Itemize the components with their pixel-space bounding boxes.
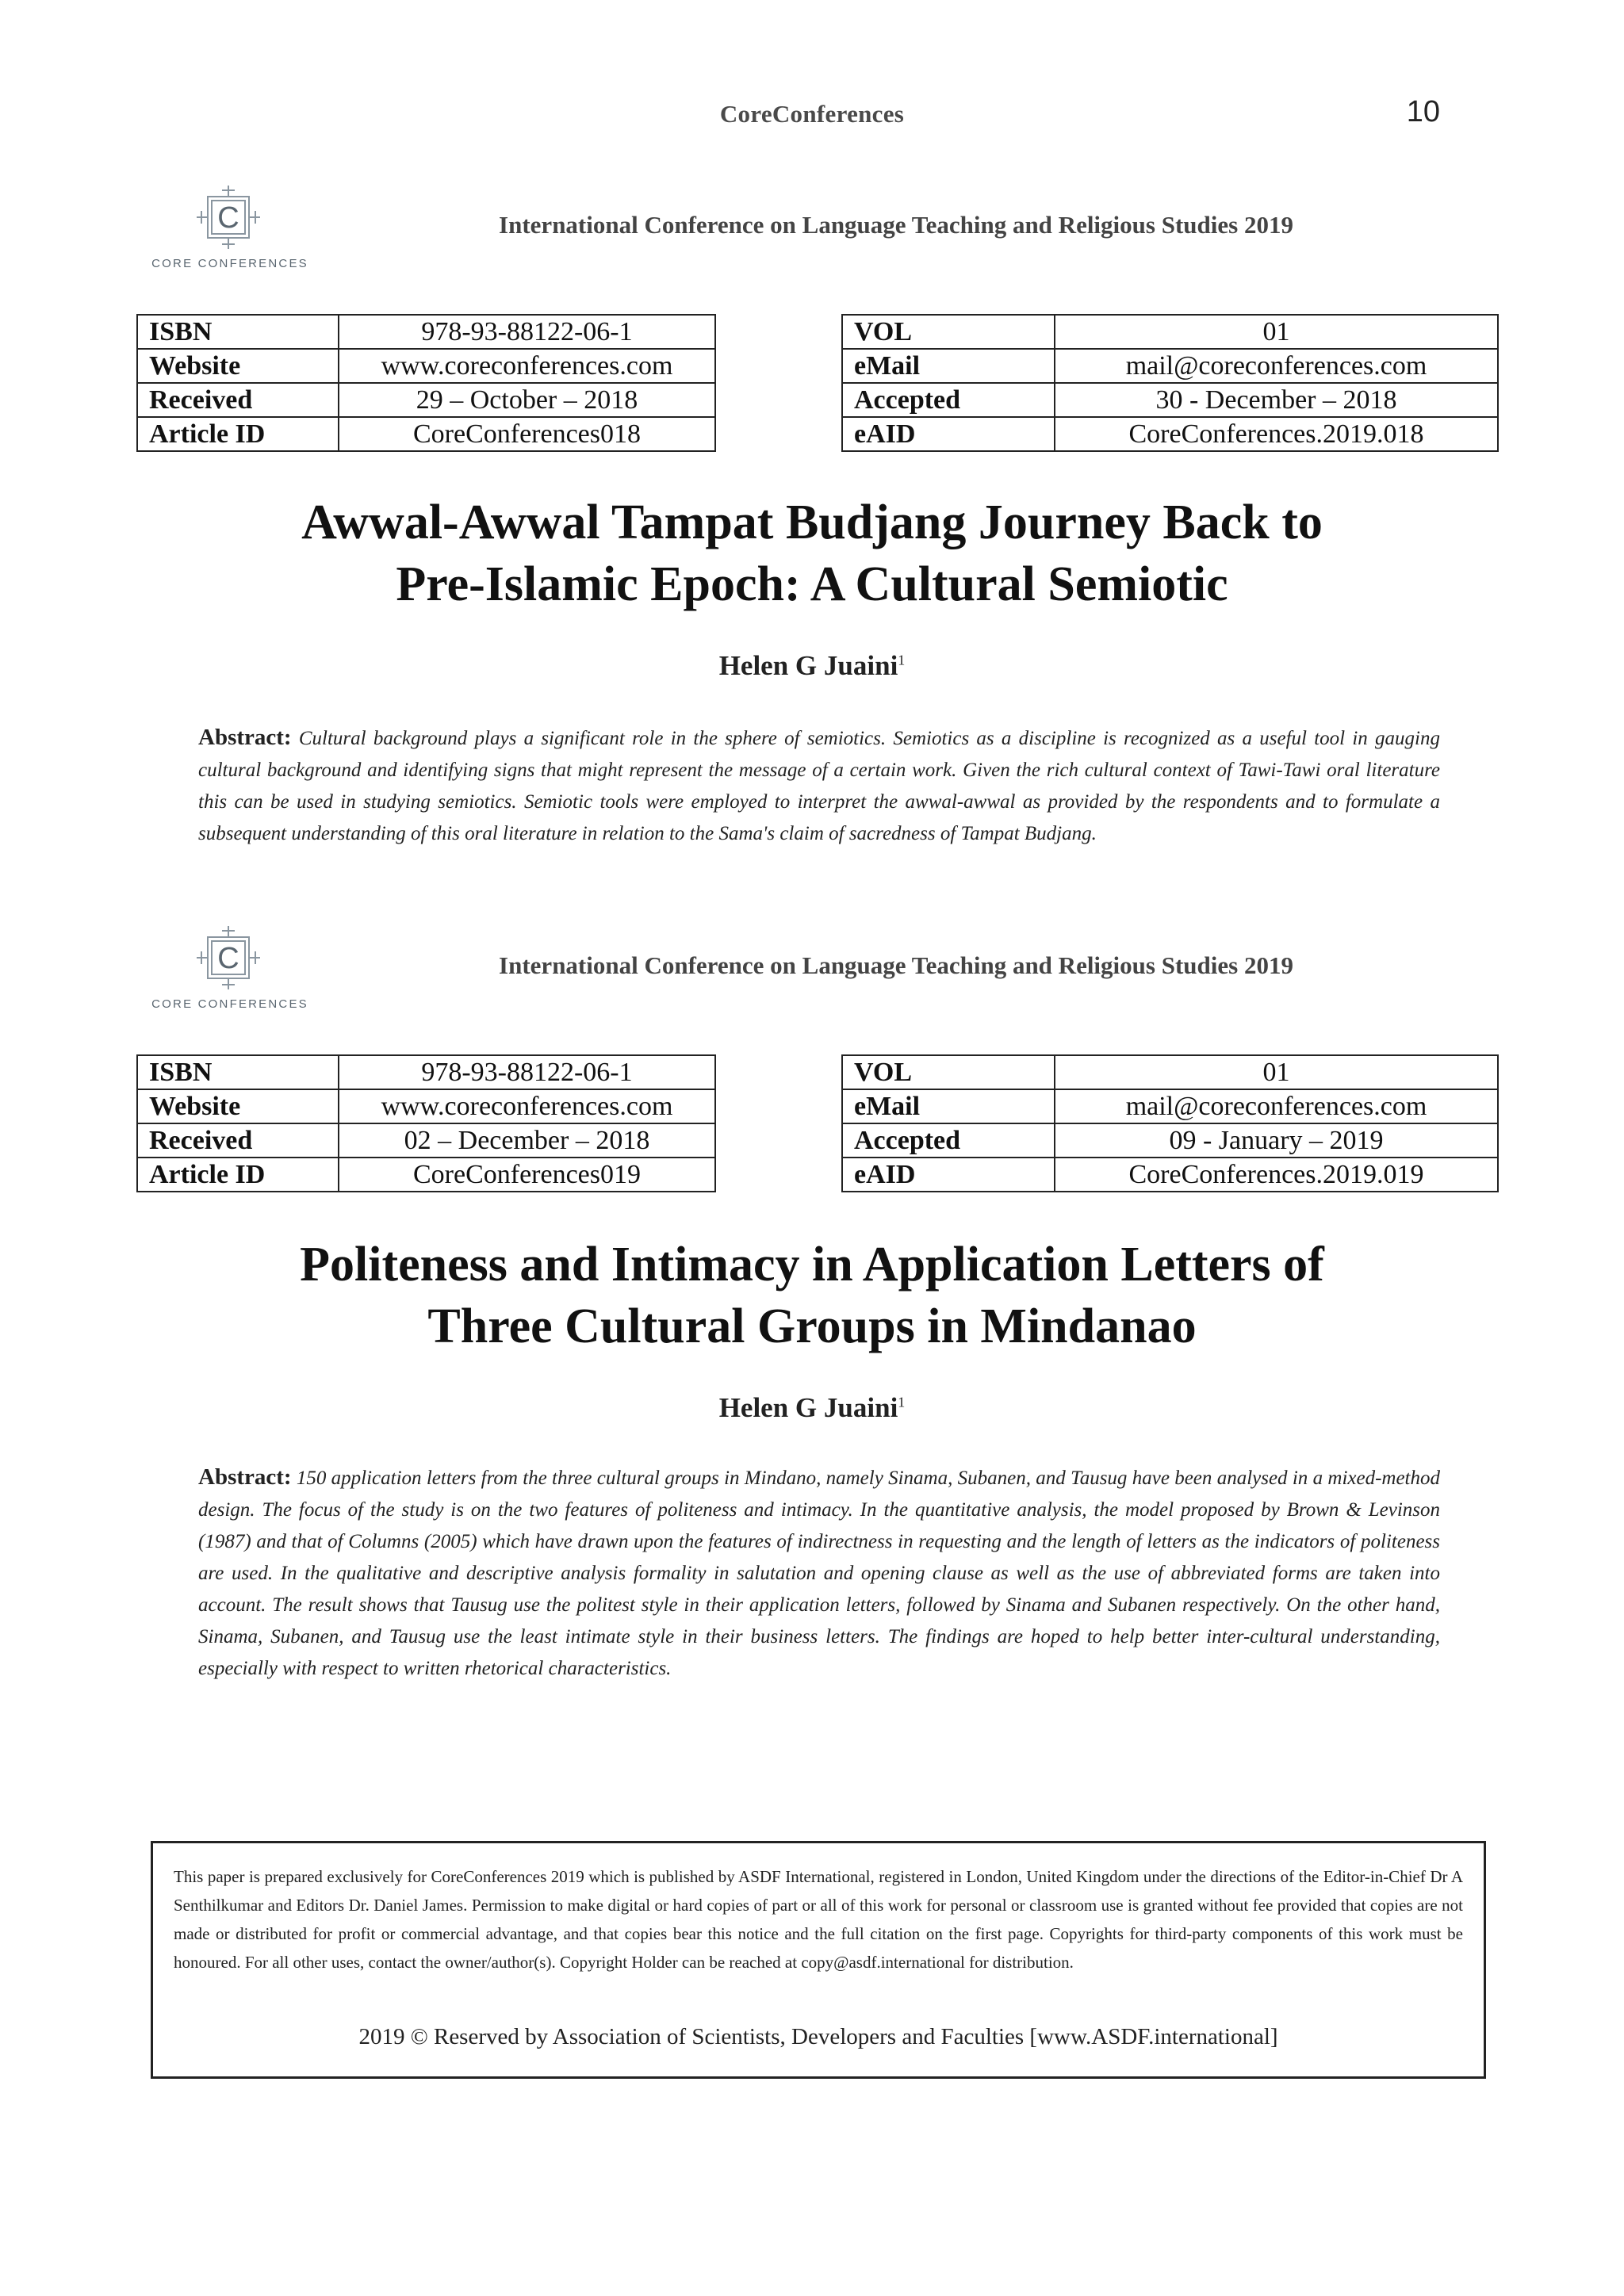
meta-key: VOL [842, 315, 1055, 349]
meta-row-received [137, 383, 715, 417]
meta-key: eAID [842, 1158, 1055, 1192]
meta-key: VOL [842, 1055, 1055, 1089]
meta-key: Website [137, 1089, 339, 1123]
meta-row-article-id [137, 1158, 715, 1192]
paper-abstract [198, 721, 1440, 850]
meta-key: Received [137, 1123, 339, 1158]
author-affiliation-mark: 1 [898, 652, 906, 668]
core-conferences-logo [151, 924, 309, 1020]
paper-abstract [198, 1461, 1440, 1685]
paper-title-line-1: Politeness and Intimacy in Application Letters of [300, 1238, 1324, 1292]
meta-row-email [842, 349, 1498, 383]
meta-row-accepted [842, 383, 1498, 417]
meta-value: CoreConferences019 [339, 1158, 715, 1192]
paper-title-line-2: Three Cultural Groups in Mindanao [427, 1299, 1197, 1353]
paper-title-line-2: Pre-Islamic Epoch: A Cultural Semiotic [396, 557, 1228, 611]
copyright-line: 2019 © Reserved by Association of Scientists, Developers and Faculties [www.ASDF.international] [358, 2024, 1278, 2049]
meta-key: eMail [842, 349, 1055, 383]
core-conferences-logo-icon [195, 924, 262, 991]
paper-meta-right-table [841, 1054, 1499, 1192]
logo-caption: CORE CONFERENCES [151, 997, 308, 1011]
meta-value: CoreConferences.2019.019 [1055, 1158, 1498, 1192]
author-affiliation-mark: 1 [898, 1394, 906, 1410]
meta-value: CoreConferences018 [339, 417, 715, 451]
meta-row-accepted [842, 1123, 1498, 1158]
author-name: Helen G Juaini [718, 650, 898, 681]
meta-key: ISBN [137, 315, 339, 349]
meta-row-email [842, 1089, 1498, 1123]
meta-row-isbn [137, 315, 715, 349]
abstract-label: Abstract: [198, 725, 292, 750]
meta-row-website [137, 1089, 715, 1123]
abstract-label: Abstract: [198, 1464, 292, 1490]
meta-row-received [137, 1123, 715, 1158]
abstract-text: 150 application letters from the three cultural groups in Mindano, namely Sinama, Subanen, and Tausug have been analysed in a mixed-method design. The focus of the study is on the two features of politeness and intimacy. In the quantitative analysis, the model proposed by Brown & Levinson (1987) and that of Columns (2005) which have drawn upon the features of indirectness in requesting and the length of letters as the indicators of politeness are used. In the qualitative and descriptive analysis formality in salutation and opening clause as well as the use of abbreviated forms are taken into account. The result shows that Tausug use the politest style in their application letters, followed by Sinama and Subanen respectively. On the other hand, Sinama, Subanen, and Tausug use the least intimate style in their business letters. The findings are hoped to help better inter-cultural understanding, especially with respect to written rhetorical characteristics. [198, 1468, 1441, 1679]
svg-text:C: C [217, 942, 239, 975]
core-conferences-logo-icon [195, 184, 262, 251]
meta-row-website [137, 349, 715, 383]
meta-value: 09 - January – 2019 [1055, 1123, 1498, 1158]
paper-meta-left-table [136, 314, 716, 452]
meta-value: 02 – December – 2018 [339, 1123, 715, 1158]
paper-title-line-1: Awwal-Awwal Tampat Budjang Journey Back to [301, 496, 1323, 549]
meta-value: CoreConferences.2019.018 [1055, 417, 1498, 451]
meta-value: 01 [1055, 315, 1498, 349]
meta-value: mail@coreconferences.com [1055, 349, 1498, 383]
meta-row-vol [842, 315, 1498, 349]
meta-row-vol [842, 1055, 1498, 1089]
page-number: 10 [1406, 95, 1440, 128]
permission-notice: This paper is prepared exclusively for CoreConferences 2019 which is published by ASDF International, registered in London, United Kingdom under the directions of the Editor-in-Chief Dr A Senthilkumar and Editors Dr. Daniel James. Permission to make digital or hard copies of part or all of this work for personal or classroom use is granted without fee provided that copies are not made or distributed for profit or commercial advantage, and that copies bear this notice and the full citation on the first page. Copyrights for third-party components of this work must be honoured. For all other uses, contact the owner/author(s). Copyright Holder can be reached at copy@asdf.international for distribution. [174, 1867, 1463, 1972]
svg-text:C: C [217, 201, 239, 235]
paper-author [0, 1392, 1624, 1424]
meta-value: 978-93-88122-06-1 [339, 1055, 715, 1089]
meta-key: Article ID [137, 1158, 339, 1192]
meta-key: Received [137, 383, 339, 417]
author-name: Helen G Juaini [718, 1392, 898, 1423]
meta-value: 29 – October – 2018 [339, 383, 715, 417]
meta-row-eaid [842, 417, 1498, 451]
core-conferences-logo [151, 184, 309, 279]
meta-value: www.coreconferences.com [339, 349, 715, 383]
meta-row-article-id [137, 417, 715, 451]
meta-key: eMail [842, 1089, 1055, 1123]
meta-value: mail@coreconferences.com [1055, 1089, 1498, 1123]
paper-author [0, 650, 1624, 682]
meta-value: 30 - December – 2018 [1055, 383, 1498, 417]
meta-key: Website [137, 349, 339, 383]
meta-key: ISBN [137, 1055, 339, 1089]
logo-caption: CORE CONFERENCES [151, 257, 308, 270]
meta-row-isbn [137, 1055, 715, 1089]
meta-key: eAID [842, 417, 1055, 451]
paper-meta-left-table [136, 1054, 716, 1192]
abstract-text: Cultural background plays a significant role in the sphere of semiotics. Semiotics as a discipline is recognized as a useful tool in gauging cultural background and identifying signs that might represent the message of a certain work. Given the rich cultural context of Tawi-Tawi oral literature this can be used in studying semiotics. Semiotic tools were employed to interpret the awwal-awwal as provided by the respondents and to formulate a subsequent understanding of this oral literature in relation to the Sama's claim of sacredness of Tampat Budjang. [198, 728, 1440, 844]
running-header-title: CoreConferences [719, 100, 905, 128]
paper-meta-right-table [841, 314, 1499, 452]
conference-name: International Conference on Language Teaching and Religious Studies 2019 [499, 211, 1293, 239]
meta-key: Accepted [842, 1123, 1055, 1158]
paper-title [182, 492, 1442, 615]
copyright-notice-box [151, 1841, 1486, 2079]
paper-title [182, 1234, 1442, 1357]
meta-value: www.coreconferences.com [339, 1089, 715, 1123]
meta-value: 978-93-88122-06-1 [339, 315, 715, 349]
meta-value: 01 [1055, 1055, 1498, 1089]
conference-name: International Conference on Language Teaching and Religious Studies 2019 [499, 951, 1293, 979]
meta-row-eaid [842, 1158, 1498, 1192]
meta-key: Article ID [137, 417, 339, 451]
meta-key: Accepted [842, 383, 1055, 417]
